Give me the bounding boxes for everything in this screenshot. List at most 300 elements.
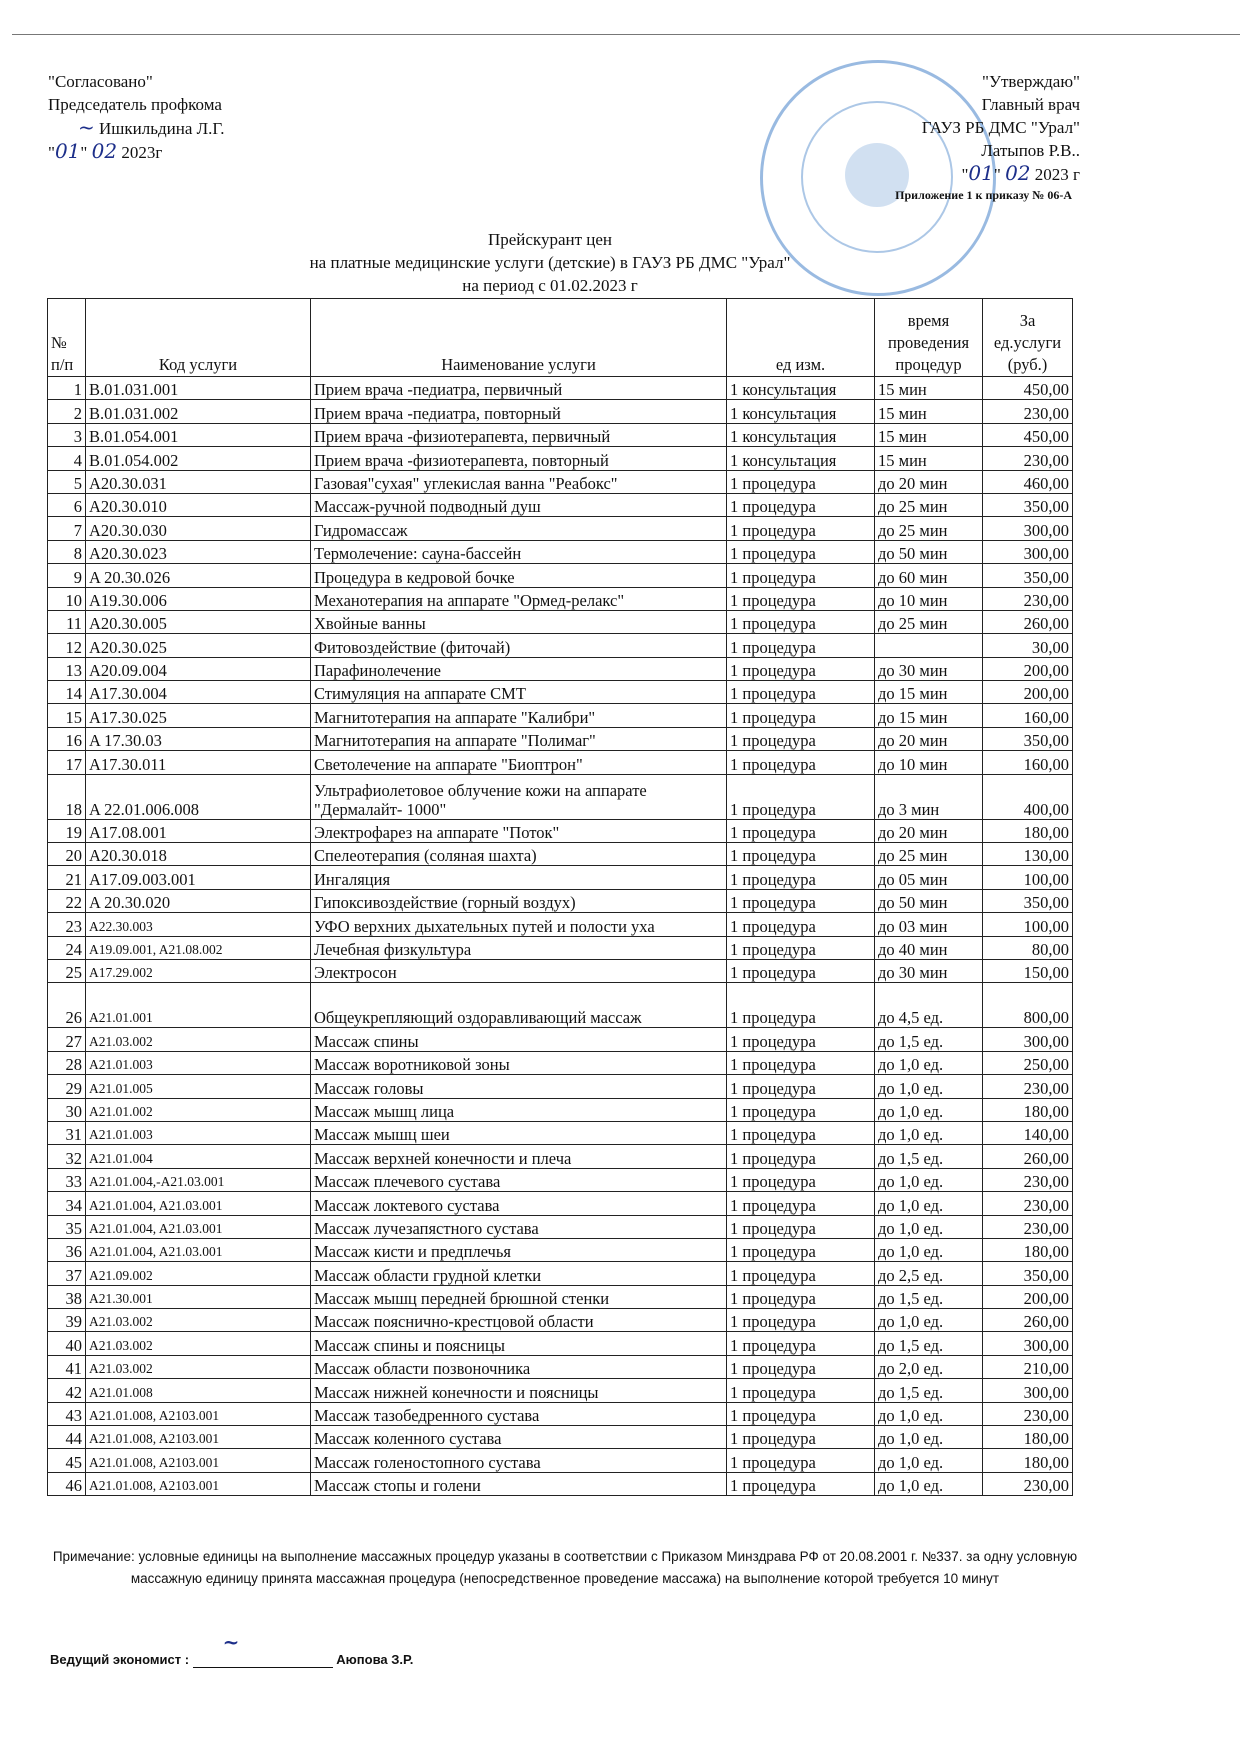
service-price: 230,00 [983, 1168, 1073, 1191]
service-code: A 22.01.006.008 [86, 774, 311, 819]
table-row [48, 1028, 1073, 1051]
economist-label: Ведущий экономист : [50, 1652, 190, 1667]
service-name: Прием врача -физиотерапевта, повторный [311, 447, 727, 470]
table-row [48, 610, 1073, 633]
table-row [48, 959, 1073, 982]
unit-measure: 1 процедура [727, 1379, 875, 1402]
unit-measure: 1 процедура [727, 1168, 875, 1191]
row-number: 29 [48, 1075, 86, 1098]
table-row [48, 1449, 1073, 1472]
row-number: 34 [48, 1192, 86, 1215]
service-name: Массаж тазобедренного сустава [311, 1402, 727, 1425]
approve-name: Латыпов Р.В.. [981, 141, 1080, 160]
economist-signature: ~ [222, 1630, 240, 1654]
table-row [48, 819, 1073, 842]
procedure-time: до 20 мин [875, 470, 983, 493]
service-name: Ультрафиолетовое облучение кожи на аппарате "Дермалайт- 1000" [311, 774, 727, 819]
service-code: A22.30.003 [86, 913, 311, 936]
agreed-date-year: 2023г [121, 143, 163, 162]
service-code: A21.03.002 [86, 1355, 311, 1378]
service-name: Массаж стопы и голени [311, 1472, 727, 1495]
unit-measure: 1 процедура [727, 774, 875, 819]
row-number: 38 [48, 1285, 86, 1308]
procedure-time: до 1,5 ед. [875, 1285, 983, 1308]
procedure-time: до 1,5 ед. [875, 1379, 983, 1402]
service-code: A20.09.004 [86, 657, 311, 680]
service-price: 350,00 [983, 493, 1073, 516]
service-name: Лечебная физкультура [311, 936, 727, 959]
row-number: 19 [48, 819, 86, 842]
service-price: 100,00 [983, 866, 1073, 889]
approve-date-day: 01 [968, 161, 994, 185]
service-code: A21.03.002 [86, 1309, 311, 1332]
service-code: A19.09.001, A21.08.002 [86, 936, 311, 959]
col-num-header: № п/п [48, 299, 86, 377]
col-unit-header: ед изм. [727, 299, 875, 377]
service-name: Электросон [311, 959, 727, 982]
row-number: 45 [48, 1449, 86, 1472]
service-price: 260,00 [983, 1145, 1073, 1168]
service-code: A 20.30.026 [86, 564, 311, 587]
row-number: 17 [48, 751, 86, 774]
service-price: 300,00 [983, 540, 1073, 563]
service-price: 300,00 [983, 1379, 1073, 1402]
unit-measure: 1 процедура [727, 1145, 875, 1168]
unit-measure: 1 процедура [727, 540, 875, 563]
procedure-time: до 1,0 ед. [875, 1121, 983, 1144]
table-row [48, 936, 1073, 959]
service-price: 230,00 [983, 1215, 1073, 1238]
procedure-time: до 1,5 ед. [875, 1332, 983, 1355]
table-row [48, 1238, 1073, 1261]
service-price: 300,00 [983, 1332, 1073, 1355]
row-number: 33 [48, 1168, 86, 1191]
agreed-signature: ~ [78, 115, 95, 139]
procedure-time: до 1,0 ед. [875, 1449, 983, 1472]
procedure-time: до 2,0 ед. [875, 1355, 983, 1378]
procedure-time: до 1,0 ед. [875, 1472, 983, 1495]
table-row [48, 587, 1073, 610]
service-price: 230,00 [983, 400, 1073, 423]
unit-measure: 1 консультация [727, 377, 875, 400]
doc-title: Прейскурант цен [487, 230, 613, 249]
service-code: A21.01.004 [86, 1145, 311, 1168]
row-number: 3 [48, 423, 86, 446]
table-row [48, 1051, 1073, 1074]
service-name: Спелеотерапия (соляная шахта) [311, 843, 727, 866]
procedure-time: до 1,0 ед. [875, 1075, 983, 1098]
service-code: B.01.054.002 [86, 447, 311, 470]
table-row [48, 1215, 1073, 1238]
service-price: 160,00 [983, 704, 1073, 727]
service-code: A21.01.008, A2103.001 [86, 1426, 311, 1449]
service-code: A21.09.002 [86, 1262, 311, 1285]
procedure-time: до 50 мин [875, 889, 983, 912]
service-name: Гипоксивоздействие (горный воздух) [311, 889, 727, 912]
procedure-time: до 20 мин [875, 727, 983, 750]
service-name: Массаж области позвоночника [311, 1355, 727, 1378]
table-row [48, 866, 1073, 889]
procedure-time: до 1,5 ед. [875, 1145, 983, 1168]
row-number: 43 [48, 1402, 86, 1425]
unit-measure: 1 процедура [727, 634, 875, 657]
procedure-time: до 05 мин [875, 866, 983, 889]
procedure-time: до 1,0 ед. [875, 1098, 983, 1121]
row-number: 20 [48, 843, 86, 866]
unit-measure: 1 процедура [727, 587, 875, 610]
service-code: A17.30.025 [86, 704, 311, 727]
service-code: B.01.054.001 [86, 423, 311, 446]
unit-measure: 1 процедура [727, 1238, 875, 1261]
service-price: 450,00 [983, 377, 1073, 400]
procedure-time: до 1,0 ед. [875, 1192, 983, 1215]
service-code: A21.01.004, A21.03.001 [86, 1192, 311, 1215]
service-name: Парафинолечение [311, 657, 727, 680]
row-number: 30 [48, 1098, 86, 1121]
table-row [48, 493, 1073, 516]
footnote: Примечание: условные единицы на выполнение массажных процедур указаны в соответствии с Приказом Минздрава РФ от 20.08.2001 г. №337. за одну условную массажную единицу принята массажная процедура (непосредственное проведение массажа) на выполнение которой требуется 10 минут [52, 1549, 1078, 1586]
unit-measure: 1 процедура [727, 681, 875, 704]
table-row [48, 400, 1073, 423]
procedure-time: до 40 мин [875, 936, 983, 959]
row-number: 40 [48, 1332, 86, 1355]
price-table [47, 298, 1073, 1496]
table-header-row [48, 299, 1073, 377]
service-name: Массаж мышц передней брюшной стенки [311, 1285, 727, 1308]
procedure-time: до 25 мин [875, 493, 983, 516]
procedure-time: до 4,5 ед. [875, 983, 983, 1028]
service-code: A21.01.008, A2103.001 [86, 1449, 311, 1472]
row-number: 2 [48, 400, 86, 423]
service-name: Магнитотерапия на аппарате "Полимаг" [311, 727, 727, 750]
row-number: 16 [48, 727, 86, 750]
service-name: Массаж верхней конечности и плеча [311, 1145, 727, 1168]
unit-measure: 1 консультация [727, 400, 875, 423]
row-number: 13 [48, 657, 86, 680]
unit-measure: 1 процедура [727, 913, 875, 936]
procedure-time: до 30 мин [875, 657, 983, 680]
row-number: 10 [48, 587, 86, 610]
table-row [48, 634, 1073, 657]
procedure-time: до 10 мин [875, 751, 983, 774]
unit-measure: 1 процедура [727, 819, 875, 842]
procedure-time: до 1,0 ед. [875, 1051, 983, 1074]
unit-measure: 1 процедура [727, 1075, 875, 1098]
row-number: 28 [48, 1051, 86, 1074]
approve-org: ГАУЗ РБ ДМС "Урал" [921, 118, 1080, 137]
service-price: 260,00 [983, 1309, 1073, 1332]
row-number: 6 [48, 493, 86, 516]
unit-measure: 1 процедура [727, 1028, 875, 1051]
unit-measure: 1 процедура [727, 657, 875, 680]
service-name: Массаж кисти и предплечья [311, 1238, 727, 1261]
unit-measure: 1 процедура [727, 1426, 875, 1449]
procedure-time: до 1,0 ед. [875, 1402, 983, 1425]
service-price: 180,00 [983, 1238, 1073, 1261]
approve-label: "Утверждаю" [982, 72, 1080, 91]
service-price: 230,00 [983, 1075, 1073, 1098]
service-name: Механотерапия на аппарате "Ормед-релакс" [311, 587, 727, 610]
unit-measure: 1 процедура [727, 727, 875, 750]
row-number: 8 [48, 540, 86, 563]
row-number: 42 [48, 1379, 86, 1402]
service-name: Массаж-ручной подводный душ [311, 493, 727, 516]
row-number: 15 [48, 704, 86, 727]
unit-measure: 1 процедура [727, 936, 875, 959]
service-price: 450,00 [983, 423, 1073, 446]
unit-measure: 1 консультация [727, 423, 875, 446]
unit-measure: 1 процедура [727, 1285, 875, 1308]
service-code: A20.30.031 [86, 470, 311, 493]
service-code: A17.30.004 [86, 681, 311, 704]
row-number: 31 [48, 1121, 86, 1144]
row-number: 46 [48, 1472, 86, 1495]
service-code: A21.01.008, A2103.001 [86, 1472, 311, 1495]
service-price: 140,00 [983, 1121, 1073, 1144]
service-code: A21.01.002 [86, 1098, 311, 1121]
agreed-name: Ишкильдина Л.Г. [99, 119, 225, 138]
service-price: 180,00 [983, 1449, 1073, 1472]
service-name: Фитовоздействие (фиточай) [311, 634, 727, 657]
unit-measure: 1 процедура [727, 564, 875, 587]
service-name: Газовая"сухая" углекислая ванна "Реабокс" [311, 470, 727, 493]
unit-measure: 1 процедура [727, 517, 875, 540]
procedure-time: до 50 мин [875, 540, 983, 563]
table-row [48, 470, 1073, 493]
unit-measure: 1 процедура [727, 493, 875, 516]
service-price: 400,00 [983, 774, 1073, 819]
table-row [48, 1355, 1073, 1378]
row-number: 27 [48, 1028, 86, 1051]
table-row [48, 564, 1073, 587]
table-row [48, 1168, 1073, 1191]
service-price: 230,00 [983, 1402, 1073, 1425]
procedure-time [875, 634, 983, 657]
row-number: 37 [48, 1262, 86, 1285]
service-name: Общеукрепляющий оздоравливающий массаж [311, 983, 727, 1028]
service-price: 160,00 [983, 751, 1073, 774]
service-price: 100,00 [983, 913, 1073, 936]
service-name: Стимуляция на аппарате СМТ [311, 681, 727, 704]
economist-signature-line [193, 1630, 333, 1668]
unit-measure: 1 процедура [727, 1051, 875, 1074]
unit-measure: 1 процедура [727, 866, 875, 889]
agreed-label: "Согласовано" [48, 72, 153, 91]
unit-measure: 1 процедура [727, 1402, 875, 1425]
service-code: A21.01.003 [86, 1051, 311, 1074]
service-code: A17.30.011 [86, 751, 311, 774]
table-row [48, 540, 1073, 563]
table-row [48, 704, 1073, 727]
table-row [48, 1098, 1073, 1121]
row-number: 24 [48, 936, 86, 959]
procedure-time: до 1,5 ед. [875, 1028, 983, 1051]
doc-subtitle: на платные медицинские услуги (детские) в ГАУЗ РБ ДМС "Урал" [309, 253, 791, 272]
service-code: A 20.30.020 [86, 889, 311, 912]
service-name: Массаж локтевого сустава [311, 1192, 727, 1215]
service-name: Светолечение на аппарате "Биоптрон" [311, 751, 727, 774]
unit-measure: 1 процедура [727, 470, 875, 493]
unit-measure: 1 процедура [727, 1192, 875, 1215]
row-number: 7 [48, 517, 86, 540]
service-code: A17.08.001 [86, 819, 311, 842]
row-number: 14 [48, 681, 86, 704]
table-row [48, 1145, 1073, 1168]
table-row [48, 1472, 1073, 1495]
service-name: Гидромассаж [311, 517, 727, 540]
agreed-date: "01" 02 2023г [48, 139, 163, 163]
row-number: 25 [48, 959, 86, 982]
service-name: Процедура в кедровой бочке [311, 564, 727, 587]
service-name: Массаж области грудной клетки [311, 1262, 727, 1285]
row-number: 12 [48, 634, 86, 657]
procedure-time: до 60 мин [875, 564, 983, 587]
procedure-time: до 25 мин [875, 517, 983, 540]
procedure-time: до 03 мин [875, 913, 983, 936]
procedure-time: до 15 мин [875, 704, 983, 727]
service-price: 80,00 [983, 936, 1073, 959]
service-price: 350,00 [983, 1262, 1073, 1285]
procedure-time: до 10 мин [875, 587, 983, 610]
service-name: Термолечение: сауна-бассейн [311, 540, 727, 563]
doc-period: на период с 01.02.2023 г [462, 276, 638, 295]
approve-role: Главный врач [981, 95, 1080, 114]
service-code: A20.30.023 [86, 540, 311, 563]
service-code: A21.03.002 [86, 1332, 311, 1355]
service-code: A21.30.001 [86, 1285, 311, 1308]
row-number: 36 [48, 1238, 86, 1261]
service-code: A20.30.018 [86, 843, 311, 866]
service-name: Магнитотерапия на аппарате "Калибри" [311, 704, 727, 727]
service-name: Массаж головы [311, 1075, 727, 1098]
table-row [48, 447, 1073, 470]
procedure-time: до 1,0 ед. [875, 1426, 983, 1449]
top-rule [12, 34, 1240, 35]
service-price: 230,00 [983, 1192, 1073, 1215]
unit-measure: 1 процедура [727, 843, 875, 866]
table-row [48, 1309, 1073, 1332]
service-code: A20.30.005 [86, 610, 311, 633]
procedure-time: до 30 мин [875, 959, 983, 982]
service-code: A20.30.010 [86, 493, 311, 516]
service-name: Массаж нижней конечности и поясницы [311, 1379, 727, 1402]
row-number: 35 [48, 1215, 86, 1238]
procedure-time: до 25 мин [875, 843, 983, 866]
service-price: 230,00 [983, 1472, 1073, 1495]
service-code: B.01.031.002 [86, 400, 311, 423]
col-time-header: время проведения процедур [875, 299, 983, 377]
procedure-time: до 25 мин [875, 610, 983, 633]
row-number: 22 [48, 889, 86, 912]
col-price-header: За ед.услуги (руб.) [983, 299, 1073, 377]
service-code: A21.01.004,-A21.03.001 [86, 1168, 311, 1191]
service-code: A 17.30.03 [86, 727, 311, 750]
row-number: 4 [48, 447, 86, 470]
economist-name: Аюпова З.Р. [336, 1652, 414, 1667]
table-row [48, 913, 1073, 936]
table-row [48, 377, 1073, 400]
service-code: A20.30.025 [86, 634, 311, 657]
row-number: 1 [48, 377, 86, 400]
service-name: Массаж пояснично-крестцовой области [311, 1309, 727, 1332]
appendix-note: Приложение 1 к приказу № 06-А [895, 188, 1072, 202]
service-price: 350,00 [983, 564, 1073, 587]
unit-measure: 1 процедура [727, 704, 875, 727]
table-row [48, 1285, 1073, 1308]
service-name: Прием врача -педиатра, первичный [311, 377, 727, 400]
service-name: Хвойные ванны [311, 610, 727, 633]
service-price: 800,00 [983, 983, 1073, 1028]
row-number: 11 [48, 610, 86, 633]
procedure-time: до 20 мин [875, 819, 983, 842]
unit-measure: 1 процедура [727, 1355, 875, 1378]
unit-measure: 1 процедура [727, 1449, 875, 1472]
service-code: A21.01.003 [86, 1121, 311, 1144]
table-row [48, 1426, 1073, 1449]
procedure-time: до 1,0 ед. [875, 1215, 983, 1238]
service-code: A17.29.002 [86, 959, 311, 982]
col-code-header: Код услуги [86, 299, 311, 377]
procedure-time: 15 мин [875, 447, 983, 470]
row-number: 32 [48, 1145, 86, 1168]
service-price: 180,00 [983, 1098, 1073, 1121]
table-row [48, 727, 1073, 750]
service-price: 460,00 [983, 470, 1073, 493]
row-number: 23 [48, 913, 86, 936]
service-price: 350,00 [983, 727, 1073, 750]
service-price: 250,00 [983, 1051, 1073, 1074]
service-price: 230,00 [983, 447, 1073, 470]
row-number: 18 [48, 774, 86, 819]
service-name: Массаж лучезапястного сустава [311, 1215, 727, 1238]
service-price: 350,00 [983, 889, 1073, 912]
approve-block [880, 70, 1080, 186]
service-code: A21.01.008 [86, 1379, 311, 1402]
service-name: Прием врача -педиатра, повторный [311, 400, 727, 423]
procedure-time: до 2,5 ед. [875, 1262, 983, 1285]
table-row [48, 1075, 1073, 1098]
service-price: 300,00 [983, 1028, 1073, 1051]
service-code: A20.30.030 [86, 517, 311, 540]
unit-measure: 1 процедура [727, 1098, 875, 1121]
service-price: 200,00 [983, 681, 1073, 704]
service-name: Прием врача -физиотерапевта, первичный [311, 423, 727, 446]
approve-date-month: 02 [1005, 161, 1031, 185]
service-code: A21.03.002 [86, 1028, 311, 1051]
service-code: A21.01.004, A21.03.001 [86, 1215, 311, 1238]
procedure-time: 15 мин [875, 423, 983, 446]
service-price: 300,00 [983, 517, 1073, 540]
service-code: B.01.031.001 [86, 377, 311, 400]
service-price: 130,00 [983, 843, 1073, 866]
service-name: Массаж голеностопного сустава [311, 1449, 727, 1472]
unit-measure: 1 процедура [727, 959, 875, 982]
row-number: 9 [48, 564, 86, 587]
row-number: 44 [48, 1426, 86, 1449]
table-row [48, 517, 1073, 540]
procedure-time: 15 мин [875, 377, 983, 400]
unit-measure: 1 процедура [727, 983, 875, 1028]
service-price: 230,00 [983, 587, 1073, 610]
row-number: 41 [48, 1355, 86, 1378]
service-name: Массаж плечевого сустава [311, 1168, 727, 1191]
unit-measure: 1 процедура [727, 1121, 875, 1144]
table-row [48, 1192, 1073, 1215]
unit-measure: 1 процедура [727, 1262, 875, 1285]
table-row [48, 1262, 1073, 1285]
service-price: 200,00 [983, 657, 1073, 680]
table-row [48, 423, 1073, 446]
